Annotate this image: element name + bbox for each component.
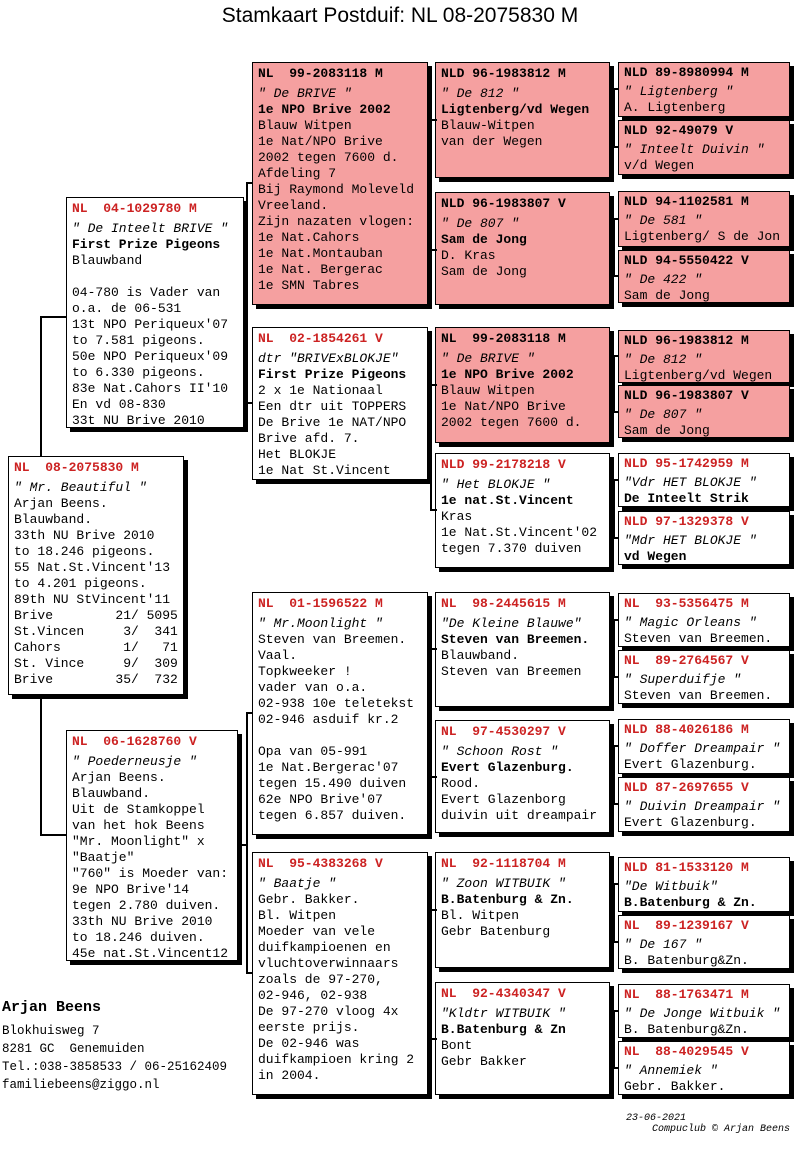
connector-line <box>613 537 619 539</box>
connector-line <box>613 1010 615 1069</box>
ring-number: NL 89-2764567 V <box>624 653 749 668</box>
box-line: De 02-946 was <box>258 1036 360 1051</box>
box-line: 02-946 asduif kr.2 <box>258 712 399 727</box>
box-line: duifkampioen kring 2 <box>258 1052 415 1067</box>
box-line: Bl. Witpen <box>258 908 337 923</box>
connector-line <box>613 218 619 220</box>
ring-number: NL 97-4530297 V <box>441 724 566 739</box>
box-line: Topkweeker ! <box>258 664 352 679</box>
box-line: 1e Nat/NPO Brive <box>441 399 566 414</box>
box-line: First Prize Pigeons <box>258 367 407 382</box>
box-line: 1e Nat.Bergerac'07 <box>258 760 399 775</box>
box-line: tegen 6.857 duiven. <box>258 808 407 823</box>
connector-line <box>430 1038 437 1040</box>
footer-date: 23-06-2021 <box>625 1113 686 1124</box>
connector-line <box>613 745 619 747</box>
box-line: eerste prijs. <box>258 1020 360 1035</box>
ring-number: NL 06-1628760 V <box>72 734 197 749</box>
pedigree-box-mother <box>66 730 238 961</box>
ring-number: NL 04-1029780 M <box>72 201 197 216</box>
pedigree-box-mmf <box>435 852 610 968</box>
box-line: 9e NPO Brive'14 <box>72 882 190 897</box>
box-line: De Brive 1e NAT/NPO <box>258 415 407 430</box>
pigeon-name: " Schoon Rost " <box>441 744 559 759</box>
box-line: 1e Nat.Cahors <box>258 230 360 245</box>
box-line: St. Vince 9/ 309 <box>14 656 178 671</box>
pigeon-name: " De 167 " <box>624 937 703 952</box>
box-line: B.Batenburg & Zn. <box>441 892 574 907</box>
connector-line <box>430 509 437 511</box>
pigeon-name: " De Inteelt BRIVE " <box>72 221 229 236</box>
ring-number: NLD 88-4026186 M <box>624 722 749 737</box>
box-line: D. Kras <box>441 248 496 263</box>
owner-email: familiebeens@ziggo.nl <box>2 1078 160 1092</box>
pigeon-name: " De 422 " <box>624 272 703 287</box>
pigeon-name: "Kldtr WITBUIK " <box>441 1006 566 1021</box>
pigeon-name: " Superduifje " <box>624 672 742 687</box>
ring-number: NL 99-2083118 M <box>258 66 383 81</box>
connector-line <box>613 411 619 413</box>
ring-number: NLD 96-1983812 M <box>624 333 749 348</box>
pigeon-name: "De Kleine Blauwe" <box>441 616 582 631</box>
box-line: Het BLOKJE <box>258 447 337 462</box>
connector-line <box>246 402 252 404</box>
pigeon-name: " De BRIVE " <box>258 86 352 101</box>
pedigree-box-ffmf <box>618 191 790 247</box>
pedigree-box-fm <box>252 327 428 480</box>
pedigree-box-mm <box>252 852 428 1095</box>
box-line: B.Batenburg & Zn. <box>624 895 757 910</box>
ring-number: NL 99-2083118 M <box>441 331 566 346</box>
box-line: Brive 21/ 5095 <box>14 608 178 623</box>
box-line: to 18.246 duiven. <box>72 930 205 945</box>
box-line <box>72 269 238 285</box>
box-line: 02-938 10e teletekst <box>258 696 415 711</box>
box-line: vd Wegen <box>624 549 687 564</box>
ring-number: NLD 81-1533120 M <box>624 860 749 875</box>
box-line: B. Batenburg&Zn. <box>624 1022 749 1037</box>
pigeon-name: " Mr.Moonlight " <box>258 616 383 631</box>
box-line: 04-780 is Vader van <box>72 285 221 300</box>
box-line: Kras <box>441 509 473 524</box>
box-line: duivin uit dreampair <box>441 808 598 823</box>
ring-number: NLD 94-5550422 V <box>624 253 749 268</box>
pigeon-name: "Mdr HET BLOKJE " <box>624 533 757 548</box>
box-line: Een dtr uit TOPPERS <box>258 399 407 414</box>
connector-line <box>613 88 619 90</box>
box-line: Sam de Jong <box>441 264 527 279</box>
box-line: Ligtenberg/vd Wegen <box>624 368 773 383</box>
box-line: vader van o.a. <box>258 680 368 695</box>
pigeon-name: " De Jonge Witbuik " <box>624 1006 781 1021</box>
pedigree-box-subject <box>8 456 184 695</box>
pedigree-box-mfm <box>435 720 610 833</box>
pedigree-box-mf <box>252 592 428 835</box>
box-line: to 18.246 pigeons. <box>14 544 155 559</box>
box-line: 13t NPO Periqueux'07 <box>72 317 229 332</box>
pedigree-box-mfff <box>618 593 790 647</box>
ring-number: NLD 96-1983807 V <box>624 388 749 403</box>
pigeon-name: " Annemiek " <box>624 1063 718 1078</box>
box-line: En vd 08-830 <box>72 397 166 412</box>
ring-number: NL 01-1596522 M <box>258 596 383 611</box>
box-line: Blauw Witpen <box>441 383 535 398</box>
box-line: St.Vincen 3/ 341 <box>14 624 178 639</box>
box-line: zoals de 97-270, <box>258 972 383 987</box>
owner-block <box>2 998 227 1094</box>
connector-line <box>613 479 615 539</box>
pedigree-box-mfmm <box>618 777 790 832</box>
pigeon-name: " De BRIVE " <box>441 351 535 366</box>
box-line: tegen 15.490 duiven <box>258 776 407 791</box>
box-line: Vreeland. <box>258 198 329 213</box>
pedigree-box-fff <box>435 62 610 178</box>
box-line: Arjan Beens. <box>72 770 166 785</box>
box-line: to 6.330 pigeons. <box>72 365 205 380</box>
box-line: tegen 7.370 duiven <box>441 541 582 556</box>
connector-line <box>430 909 437 911</box>
box-line: 1e Nat/NPO Brive <box>258 134 383 149</box>
box-line: Ligtenberg/vd Wegen <box>441 102 590 117</box>
box-line: Evert Glazenburg. <box>624 757 757 772</box>
box-line: "Baatje" <box>72 850 135 865</box>
pedigree-box-mmmm <box>618 1041 790 1095</box>
box-line: Evert Glazenburg. <box>441 760 574 775</box>
pedigree-box-ffm <box>435 192 610 305</box>
pedigree-box-ffmm <box>618 250 790 303</box>
ring-number: NL 08-2075830 M <box>14 460 139 475</box>
box-line: De Inteelt Strik <box>624 491 749 506</box>
ring-number: NLD 94-1102581 M <box>624 194 749 209</box>
connector-line <box>40 316 66 318</box>
connector-line <box>613 355 615 413</box>
box-line: Blauwband. <box>441 648 520 663</box>
ring-number: NL 92-1118704 M <box>441 856 566 871</box>
box-line: Gebr. Bakker. <box>624 1079 726 1094</box>
pedigree-box-fmmm <box>618 511 790 565</box>
box-line: 33th NU Brive 2010 <box>72 914 213 929</box>
pedigree-box-ffff <box>618 62 790 117</box>
box-line: Opa van 05-991 <box>258 744 368 759</box>
footer-credit: Compuclub © Arjan Beens <box>651 1124 790 1135</box>
ring-number: NLD 96-1983812 M <box>441 66 566 81</box>
box-line: duifkampioenen en <box>258 940 391 955</box>
box-line: De 97-270 vloog 4x <box>258 1004 399 1019</box>
box-line: Steven van Breemen. <box>624 631 773 646</box>
box-line: Blauwband <box>72 253 143 268</box>
box-line: 1e Nat.St.Vincent'02 <box>441 525 598 540</box>
box-line: Sam de Jong <box>441 232 527 247</box>
box-line: 1e Nat. Bergerac <box>258 262 383 277</box>
ring-number: NLD 99-2178218 V <box>441 457 566 472</box>
pigeon-name: " Duivin Dreampair " <box>624 799 781 814</box>
connector-line <box>613 275 619 277</box>
ring-number: NLD 89-8980994 M <box>624 65 749 80</box>
pigeon-name: " Doffer Dreampair " <box>624 741 781 756</box>
box-line: Steven van Breemen. <box>258 632 407 647</box>
box-line: 2002 tegen 7600 d. <box>441 415 582 430</box>
box-line: 45e nat.St.Vincent12 <box>72 946 229 961</box>
pedigree-box-fffm <box>618 120 790 175</box>
box-line: Moeder van vele <box>258 924 376 939</box>
connector-line <box>613 745 615 805</box>
box-line: 1e nat.St.Vincent <box>441 493 574 508</box>
ring-number: NLD 97-1329378 V <box>624 514 749 529</box>
connector-line <box>246 972 252 974</box>
box-line: to 7.581 pigeons. <box>72 333 205 348</box>
connector-line <box>40 316 42 456</box>
box-line: Evert Glazenburg. <box>624 815 757 830</box>
connector-line <box>613 803 619 805</box>
pedigree-box-mffm <box>618 650 790 704</box>
box-line: First Prize Pigeons <box>72 237 221 252</box>
owner-address-line2: 8281 GC Genemuiden <box>2 1042 145 1056</box>
connector-line <box>430 648 437 650</box>
pedigree-box-father <box>66 197 244 428</box>
ring-number: NLD 96-1983807 V <box>441 196 566 211</box>
box-line: 62e NPO Brive'07 <box>258 792 383 807</box>
box-line: van het hok Beens <box>72 818 205 833</box>
box-line: 1e Nat St.Vincent <box>258 463 391 478</box>
connector-line <box>430 119 432 251</box>
connector-line <box>613 146 619 148</box>
pigeon-name: " De 807 " <box>624 407 703 422</box>
box-line: vluchtoverwinnaars <box>258 956 399 971</box>
ring-number: NLD 92-49079 V <box>624 123 734 138</box>
pedigree-box-mmmf <box>618 984 790 1038</box>
box-line: 50e NPO Periqueux'09 <box>72 349 229 364</box>
connector-line <box>613 941 619 943</box>
pedigree-box-mff <box>435 592 610 707</box>
box-line: Steven van Breemen. <box>441 632 590 647</box>
box-line: 33th NU Brive 2010 <box>14 528 155 543</box>
box-line: Ligtenberg/ S de Jon <box>624 229 781 244</box>
connector-line <box>613 479 619 481</box>
pigeon-name: " Inteelt Duivin " <box>624 142 765 157</box>
connector-line <box>246 712 252 714</box>
connector-line <box>430 776 437 778</box>
ring-number: NL 98-2445615 M <box>441 596 566 611</box>
ring-number: NL 93-5356475 M <box>624 596 749 611</box>
connector-line <box>613 1010 619 1012</box>
box-line: Gebr. Bakker. <box>258 892 360 907</box>
box-line: Gebr Batenburg <box>441 924 551 939</box>
box-line: Steven van Breemen. <box>624 688 773 703</box>
ring-number: NL 92-4340347 V <box>441 986 566 1001</box>
page-footer <box>614 1102 790 1135</box>
pigeon-name: " De 581 " <box>624 213 703 228</box>
connector-line <box>613 1067 619 1069</box>
connector-line <box>613 218 615 277</box>
connector-line <box>613 355 619 357</box>
box-line: Brive 35/ 732 <box>14 672 178 687</box>
box-line: Zijn nazaten vlogen: <box>258 214 415 229</box>
box-line: B. Batenburg&Zn. <box>624 953 749 968</box>
ring-number: NL 02-1854261 V <box>258 331 383 346</box>
box-line: 89th NU StVincent'11 <box>14 592 171 607</box>
box-line: Rood. <box>441 776 481 791</box>
box-line: o.a. de 06-531 <box>72 301 182 316</box>
owner-name: Arjan Beens <box>2 999 102 1016</box>
ring-number: NLD 87-2697655 V <box>624 780 749 795</box>
connector-line <box>430 384 432 511</box>
box-line: to 4.201 pigeons. <box>14 576 147 591</box>
box-line: 2 x 1e Nationaal <box>258 383 383 398</box>
connector-line <box>430 909 432 1040</box>
box-line: "760" is Moeder van: <box>72 866 229 881</box>
connector-line <box>430 384 437 386</box>
pigeon-name: " De 807 " <box>441 216 520 231</box>
box-line: 2002 tegen 7600 d. <box>258 150 399 165</box>
box-line: A. Ligtenberg <box>624 100 726 115</box>
pigeon-name: " Het BLOKJE " <box>441 477 551 492</box>
ring-number: NLD 95-1742959 M <box>624 456 749 471</box>
ring-number: NL 88-4029545 V <box>624 1044 749 1059</box>
pigeon-name: " De 812 " <box>624 352 703 367</box>
pedigree-box-fmm <box>435 453 610 568</box>
pedigree-box-mfmf <box>618 719 790 774</box>
box-line: tegen 2.780 duiven. <box>72 898 221 913</box>
pedigree-box-mmfm <box>618 915 790 969</box>
box-line: Brive afd. 7. <box>258 431 360 446</box>
connector-line <box>430 119 437 121</box>
box-line: Uit de Stamkoppel <box>72 802 205 817</box>
connector-line <box>246 712 248 974</box>
pigeon-name: " Baatje " <box>258 876 337 891</box>
box-line: Cahors 1/ 71 <box>14 640 178 655</box>
box-line: in 2004. <box>258 1068 321 1083</box>
box-line: Evert Glazenborg <box>441 792 566 807</box>
box-line: 33t NU Brive 2010 <box>72 413 205 428</box>
box-line: van der Wegen <box>441 134 543 149</box>
pedigree-box-fmf <box>435 327 610 443</box>
pedigree-box-mmff <box>618 857 790 912</box>
pedigree-box-fmfm <box>618 385 790 438</box>
box-line: v/d Wegen <box>624 158 695 173</box>
pedigree-box-fmmf <box>618 453 790 507</box>
pigeon-name: " Magic Orleans " <box>624 615 757 630</box>
connector-line <box>613 883 615 943</box>
ring-number: NL 95-4383268 V <box>258 856 383 871</box>
connector-line <box>430 648 432 778</box>
box-line: 55 Nat.St.Vincent'13 <box>14 560 171 575</box>
box-line: Vaal. <box>258 648 298 663</box>
pigeon-name: " Zoon WITBUIK " <box>441 876 566 891</box>
box-line: Blauwband. <box>72 786 151 801</box>
connector-line <box>613 883 619 885</box>
page-title: Stamkaart Postduif: NL 08-2075830 M <box>221 4 579 27</box>
box-line: Blauwband. <box>14 512 93 527</box>
owner-address-line1: Blokhuisweg 7 <box>2 1024 100 1038</box>
connector-line <box>40 695 42 836</box>
box-line: Bl. Witpen <box>441 908 520 923</box>
pigeon-name: " Mr. Beautiful " <box>14 480 147 495</box>
box-line: Bont <box>441 1038 473 1053</box>
connector-line <box>613 619 615 678</box>
box-line: 83e Nat.Cahors II'10 <box>72 381 229 396</box>
box-line: Steven van Breemen <box>441 664 582 679</box>
pedigree-box-fmff <box>618 330 790 383</box>
pigeon-name: "Vdr HET BLOKJE " <box>624 475 757 490</box>
box-line: Sam de Jong <box>624 288 710 303</box>
pedigree-box-mmm <box>435 982 610 1095</box>
box-line: 1e NPO Brive 2002 <box>441 367 574 382</box>
box-line: Blauw-Witpen <box>441 118 535 133</box>
pigeon-name: "De Witbuik" <box>624 879 718 894</box>
pigeon-name: dtr "BRIVExBLOKJE" <box>258 351 399 366</box>
box-line: Afdeling 7 <box>258 166 337 181</box>
box-line: Gebr Bakker <box>441 1054 527 1069</box>
connector-line <box>613 619 619 621</box>
ring-number: NL 88-1763471 M <box>624 987 749 1002</box>
connector-line <box>430 249 437 251</box>
pigeon-name: " Ligtenberg " <box>624 84 734 99</box>
box-line: 1e SMN Tabres <box>258 278 360 293</box>
box-line <box>258 728 422 744</box>
connector-line <box>40 834 66 836</box>
box-line: Arjan Beens. <box>14 496 108 511</box>
box-line: B.Batenburg & Zn <box>441 1022 566 1037</box>
connector-line <box>613 676 619 678</box>
ring-number: NL 89-1239167 V <box>624 918 749 933</box>
box-line: "Mr. Moonlight" x <box>72 834 205 849</box>
box-line: 1e Nat.Montauban <box>258 246 383 261</box>
box-line: Blauw Witpen <box>258 118 352 133</box>
connector-line <box>246 182 248 404</box>
connector-line <box>613 88 615 148</box>
pigeon-name: " De 812 " <box>441 86 520 101</box>
connector-line <box>246 182 252 184</box>
box-line: Sam de Jong <box>624 423 710 438</box>
pedigree-box-ff <box>252 62 428 305</box>
box-line: 1e NPO Brive 2002 <box>258 102 391 117</box>
owner-phone: Tel.:038-3858533 / 06-25162409 <box>2 1060 228 1074</box>
box-line: Bij Raymond Moleveld <box>258 182 415 197</box>
pigeon-name: " Poederneusje " <box>72 754 197 769</box>
box-line: 02-946, 02-938 <box>258 988 368 1003</box>
